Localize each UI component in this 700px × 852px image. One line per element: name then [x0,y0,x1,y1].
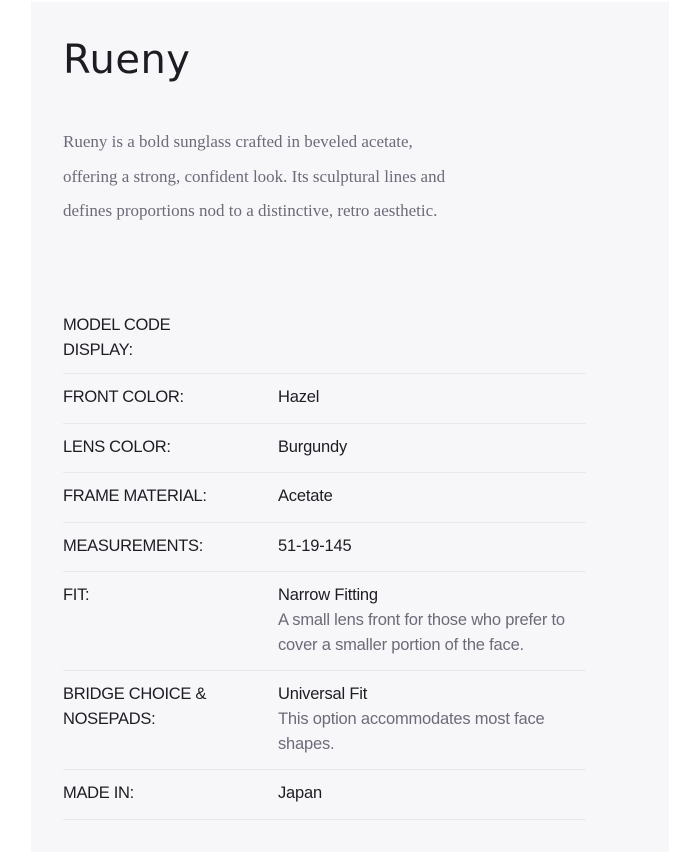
spec-value [278,781,586,819]
spec-row-fit [63,572,586,671]
spec-row-lens-color [63,424,586,474]
spec-row-frame-material [63,473,586,523]
spec-value-main: Universal Fit [278,685,368,703]
spec-label: FIT: [63,586,90,604]
spec-value-main: Japan [278,784,322,802]
product-details-panel [31,2,669,852]
spec-row-made-in [63,770,586,820]
spec-value-note: This option accommodates most face shapes. [278,710,545,753]
spec-label: FRAME MATERIAL: [63,487,207,505]
spec-value-main: 51-19-145 [278,536,352,555]
product-title: Rueny [63,37,191,83]
spec-value-main: Hazel [278,388,320,406]
product-description: Rueny is a bold sunglass crafted in beveled acetate, offering a strong, confident look. Its sculptural lines and defines proportions nod to a distinctive, retro aesthetic. [63,132,446,220]
spec-value-main: Burgundy [278,437,348,456]
spec-table [63,306,586,820]
spec-label: MADE IN: [63,784,134,802]
spec-value [193,313,586,373]
spec-row-bridge-choice [63,671,586,770]
spec-value-main: Narrow Fitting [278,586,378,604]
spec-label: MODEL CODE DISPLAY: [63,316,171,359]
spec-value-note: A small lens front for those who prefer to cover a smaller portion of the face. [278,611,565,654]
spec-row-front-color [63,374,586,424]
spec-value-main: Acetate [278,487,333,505]
spec-label: LENS COLOR: [63,437,171,456]
spec-value [278,534,586,572]
spec-value [278,682,586,769]
spec-label: MEASUREMENTS: [63,536,204,555]
spec-label: BRIDGE CHOICE & NOSEPADS: [63,685,207,728]
spec-value [278,484,586,522]
spec-row-measurements [63,523,586,573]
spec-value [278,583,586,670]
spec-row-model-code [63,306,586,374]
spec-value [278,385,586,423]
spec-value [278,435,586,473]
spec-label: FRONT COLOR: [63,388,184,406]
